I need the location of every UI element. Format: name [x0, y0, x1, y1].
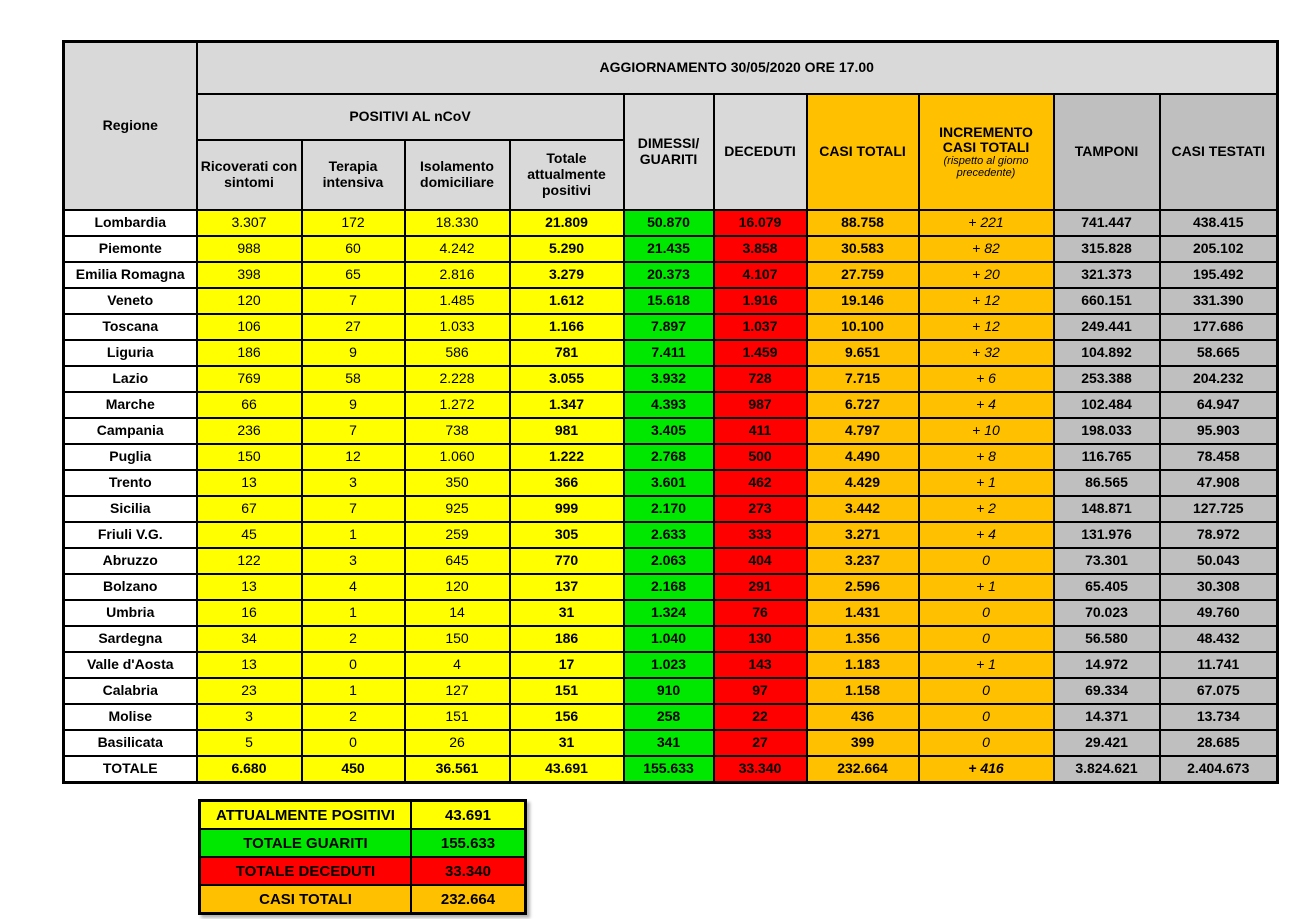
- col-header-casi-testati: CASI TESTATI: [1160, 94, 1278, 210]
- cell-ricoverati: 5: [197, 730, 302, 756]
- cell-incremento: + 416: [919, 756, 1054, 782]
- cell-isolamento: 1.033: [405, 314, 510, 340]
- cell-dimessi-guariti: 1.040: [624, 626, 714, 652]
- cell-ricoverati: 398: [197, 262, 302, 288]
- table-row: [64, 392, 1278, 418]
- col-header-isolamento: Isolamento domiciliare: [405, 140, 510, 210]
- cell-tamponi: 116.765: [1054, 444, 1160, 470]
- cell-incremento: + 10: [919, 418, 1054, 444]
- cell-casi-testati: 28.685: [1160, 730, 1278, 756]
- cell-casi-testati: 30.308: [1160, 574, 1278, 600]
- cell-region: Toscana: [64, 314, 197, 340]
- cell-totale-positivi: 21.809: [510, 210, 624, 236]
- cell-deceduti: 3.858: [714, 236, 807, 262]
- cell-incremento: 0: [919, 678, 1054, 704]
- cell-deceduti: 500: [714, 444, 807, 470]
- cell-casi-testati: 331.390: [1160, 288, 1278, 314]
- cell-casi-testati: 195.492: [1160, 262, 1278, 288]
- table-body: [64, 210, 1278, 782]
- cell-casi-testati: 48.432: [1160, 626, 1278, 652]
- cell-ricoverati: 45: [197, 522, 302, 548]
- cell-terapia: 27: [302, 314, 405, 340]
- cell-tamponi: 321.373: [1054, 262, 1160, 288]
- cell-casi-totali: 10.100: [807, 314, 919, 340]
- col-header-casi-totali: CASI TOTALI: [807, 94, 919, 210]
- col-header-ricoverati: Ricoverati con sintomi: [197, 140, 302, 210]
- table-row: [64, 548, 1278, 574]
- col-header-totale-positivi: Totale attualmente positivi: [510, 140, 624, 210]
- cell-isolamento: 925: [405, 496, 510, 522]
- positivi-group-header: POSITIVI AL nCoV: [197, 94, 624, 140]
- cell-region: Trento: [64, 470, 197, 496]
- cell-terapia: 2: [302, 704, 405, 730]
- summary-label: TOTALE GUARITI: [200, 829, 412, 857]
- cell-dimessi-guariti: 3.405: [624, 418, 714, 444]
- cell-isolamento: 150: [405, 626, 510, 652]
- cell-deceduti: 33.340: [714, 756, 807, 782]
- cell-terapia: 172: [302, 210, 405, 236]
- cell-incremento: + 1: [919, 574, 1054, 600]
- cell-isolamento: 36.561: [405, 756, 510, 782]
- cell-casi-testati: 50.043: [1160, 548, 1278, 574]
- cell-dimessi-guariti: 341: [624, 730, 714, 756]
- cell-region: Sardegna: [64, 626, 197, 652]
- cell-casi-totali: 3.442: [807, 496, 919, 522]
- cell-tamponi: 14.371: [1054, 704, 1160, 730]
- cell-deceduti: 333: [714, 522, 807, 548]
- cell-terapia: 1: [302, 678, 405, 704]
- cell-region: Bolzano: [64, 574, 197, 600]
- cell-region: Veneto: [64, 288, 197, 314]
- col-header-dimessi-guariti: DIMESSI/ GUARITI: [624, 94, 714, 210]
- table-row: [64, 730, 1278, 756]
- cell-casi-testati: 205.102: [1160, 236, 1278, 262]
- cell-totale-positivi: 366: [510, 470, 624, 496]
- summary-body: [200, 801, 526, 914]
- cell-isolamento: 259: [405, 522, 510, 548]
- table-row: [64, 652, 1278, 678]
- cell-ricoverati: 13: [197, 470, 302, 496]
- total-row: [64, 756, 1278, 782]
- cell-ricoverati: 34: [197, 626, 302, 652]
- cell-tamponi: 102.484: [1054, 392, 1160, 418]
- cell-dimessi-guariti: 910: [624, 678, 714, 704]
- cell-terapia: 7: [302, 496, 405, 522]
- cell-isolamento: 1.272: [405, 392, 510, 418]
- cell-totale-positivi: 3.279: [510, 262, 624, 288]
- cell-casi-testati: 95.903: [1160, 418, 1278, 444]
- cell-ricoverati: 13: [197, 574, 302, 600]
- cell-totale-positivi: 305: [510, 522, 624, 548]
- cell-isolamento: 4.242: [405, 236, 510, 262]
- cell-deceduti: 404: [714, 548, 807, 574]
- cell-tamponi: 148.871: [1054, 496, 1160, 522]
- cell-casi-testati: 64.947: [1160, 392, 1278, 418]
- cell-region: Marche: [64, 392, 197, 418]
- cell-dimessi-guariti: 7.897: [624, 314, 714, 340]
- cell-ricoverati: 122: [197, 548, 302, 574]
- cell-deceduti: 130: [714, 626, 807, 652]
- cell-deceduti: 1.459: [714, 340, 807, 366]
- cell-casi-totali: 27.759: [807, 262, 919, 288]
- cell-casi-testati: 177.686: [1160, 314, 1278, 340]
- cell-tamponi: 65.405: [1054, 574, 1160, 600]
- cell-ricoverati: 120: [197, 288, 302, 314]
- cell-dimessi-guariti: 7.411: [624, 340, 714, 366]
- cell-ricoverati: 23: [197, 678, 302, 704]
- table-row: [64, 704, 1278, 730]
- cell-totale-positivi: 981: [510, 418, 624, 444]
- cell-totale-positivi: 137: [510, 574, 624, 600]
- cell-region: Friuli V.G.: [64, 522, 197, 548]
- cell-tamponi: 14.972: [1054, 652, 1160, 678]
- cell-casi-totali: 9.651: [807, 340, 919, 366]
- summary-label: CASI TOTALI: [200, 885, 412, 914]
- cell-ricoverati: 6.680: [197, 756, 302, 782]
- cell-totale-positivi: 151: [510, 678, 624, 704]
- cell-tamponi: 56.580: [1054, 626, 1160, 652]
- cell-terapia: 1: [302, 522, 405, 548]
- cell-casi-testati: 11.741: [1160, 652, 1278, 678]
- cell-ricoverati: 3.307: [197, 210, 302, 236]
- cell-casi-totali: 30.583: [807, 236, 919, 262]
- cell-incremento: + 6: [919, 366, 1054, 392]
- cell-deceduti: 22: [714, 704, 807, 730]
- cell-incremento: 0: [919, 548, 1054, 574]
- cell-region: Sicilia: [64, 496, 197, 522]
- regional-data-table: [62, 40, 1279, 784]
- table-row: [64, 678, 1278, 704]
- table-row: [64, 288, 1278, 314]
- cell-terapia: 2: [302, 626, 405, 652]
- cell-incremento: 0: [919, 626, 1054, 652]
- cell-isolamento: 1.485: [405, 288, 510, 314]
- cell-casi-testati: 13.734: [1160, 704, 1278, 730]
- cell-terapia: 12: [302, 444, 405, 470]
- cell-dimessi-guariti: 2.170: [624, 496, 714, 522]
- table-row: [64, 626, 1278, 652]
- cell-dimessi-guariti: 2.768: [624, 444, 714, 470]
- cell-incremento: + 12: [919, 314, 1054, 340]
- table-title: AGGIORNAMENTO 30/05/2020 ORE 17.00: [197, 42, 1278, 95]
- cell-region: Valle d'Aosta: [64, 652, 197, 678]
- summary-label: ATTUALMENTE POSITIVI: [200, 801, 412, 830]
- cell-dimessi-guariti: 3.601: [624, 470, 714, 496]
- cell-deceduti: 291: [714, 574, 807, 600]
- cell-casi-totali: 4.797: [807, 418, 919, 444]
- cell-terapia: 58: [302, 366, 405, 392]
- cell-dimessi-guariti: 1.324: [624, 600, 714, 626]
- cell-incremento: + 221: [919, 210, 1054, 236]
- cell-deceduti: 987: [714, 392, 807, 418]
- cell-totale-positivi: 31: [510, 600, 624, 626]
- cell-region: Calabria: [64, 678, 197, 704]
- cell-casi-testati: 58.665: [1160, 340, 1278, 366]
- cell-terapia: 65: [302, 262, 405, 288]
- cell-incremento: + 20: [919, 262, 1054, 288]
- cell-region: Abruzzo: [64, 548, 197, 574]
- cell-casi-totali: 232.664: [807, 756, 919, 782]
- cell-deceduti: 76: [714, 600, 807, 626]
- cell-deceduti: 1.037: [714, 314, 807, 340]
- cell-incremento: 0: [919, 600, 1054, 626]
- cell-dimessi-guariti: 2.063: [624, 548, 714, 574]
- cell-ricoverati: 150: [197, 444, 302, 470]
- cell-casi-totali: 399: [807, 730, 919, 756]
- cell-isolamento: 738: [405, 418, 510, 444]
- cell-isolamento: 1.060: [405, 444, 510, 470]
- summary-value: 33.340: [411, 857, 526, 885]
- cell-casi-testati: 47.908: [1160, 470, 1278, 496]
- cell-casi-totali: 1.183: [807, 652, 919, 678]
- cell-totale-positivi: 1.612: [510, 288, 624, 314]
- cell-casi-testati: 67.075: [1160, 678, 1278, 704]
- cell-deceduti: 4.107: [714, 262, 807, 288]
- cell-casi-totali: 1.356: [807, 626, 919, 652]
- cell-tamponi: 73.301: [1054, 548, 1160, 574]
- cell-dimessi-guariti: 3.932: [624, 366, 714, 392]
- cell-casi-totali: 2.596: [807, 574, 919, 600]
- cell-deceduti: 462: [714, 470, 807, 496]
- table-row: [64, 314, 1278, 340]
- cell-ricoverati: 66: [197, 392, 302, 418]
- cell-tamponi: 104.892: [1054, 340, 1160, 366]
- cell-totale-positivi: 43.691: [510, 756, 624, 782]
- cell-casi-totali: 19.146: [807, 288, 919, 314]
- cell-tamponi: 3.824.621: [1054, 756, 1160, 782]
- cell-region: Piemonte: [64, 236, 197, 262]
- cell-totale-positivi: 186: [510, 626, 624, 652]
- cell-casi-testati: 49.760: [1160, 600, 1278, 626]
- cell-isolamento: 127: [405, 678, 510, 704]
- cell-tamponi: 741.447: [1054, 210, 1160, 236]
- cell-terapia: 3: [302, 548, 405, 574]
- cell-casi-totali: 3.237: [807, 548, 919, 574]
- summary-value: 43.691: [411, 801, 526, 830]
- cell-isolamento: 645: [405, 548, 510, 574]
- cell-casi-testati: 78.458: [1160, 444, 1278, 470]
- cell-incremento: + 8: [919, 444, 1054, 470]
- table-row: [64, 236, 1278, 262]
- summary-row: [200, 801, 526, 830]
- cell-dimessi-guariti: 2.633: [624, 522, 714, 548]
- cell-dimessi-guariti: 4.393: [624, 392, 714, 418]
- cell-dimessi-guariti: 1.023: [624, 652, 714, 678]
- cell-deceduti: 16.079: [714, 210, 807, 236]
- cell-isolamento: 586: [405, 340, 510, 366]
- cell-totale-positivi: 5.290: [510, 236, 624, 262]
- cell-region: Lombardia: [64, 210, 197, 236]
- cell-totale-positivi: 1.222: [510, 444, 624, 470]
- cell-tamponi: 86.565: [1054, 470, 1160, 496]
- cell-terapia: 4: [302, 574, 405, 600]
- cell-totale-positivi: 1.166: [510, 314, 624, 340]
- region-column-header: Regione: [64, 42, 197, 211]
- cell-terapia: 9: [302, 392, 405, 418]
- table-row: [64, 574, 1278, 600]
- cell-region: Emilia Romagna: [64, 262, 197, 288]
- col-header-terapia-intensiva: Terapia intensiva: [302, 140, 405, 210]
- cell-dimessi-guariti: 258: [624, 704, 714, 730]
- cell-casi-testati: 2.404.673: [1160, 756, 1278, 782]
- cell-region: Molise: [64, 704, 197, 730]
- cell-terapia: 3: [302, 470, 405, 496]
- cell-terapia: 7: [302, 288, 405, 314]
- cell-region: Campania: [64, 418, 197, 444]
- summary-row: [200, 885, 526, 914]
- cell-ricoverati: 16: [197, 600, 302, 626]
- cell-isolamento: 4: [405, 652, 510, 678]
- cell-casi-testati: 438.415: [1160, 210, 1278, 236]
- cell-totale-positivi: 156: [510, 704, 624, 730]
- cell-incremento: + 1: [919, 470, 1054, 496]
- table-row: [64, 418, 1278, 444]
- cell-terapia: 7: [302, 418, 405, 444]
- cell-casi-totali: 1.431: [807, 600, 919, 626]
- table-row: [64, 366, 1278, 392]
- cell-isolamento: 26: [405, 730, 510, 756]
- cell-ricoverati: 106: [197, 314, 302, 340]
- cell-terapia: 9: [302, 340, 405, 366]
- summary-row: [200, 829, 526, 857]
- cell-deceduti: 273: [714, 496, 807, 522]
- cell-isolamento: 14: [405, 600, 510, 626]
- cell-region: Puglia: [64, 444, 197, 470]
- summary-value: 155.633: [411, 829, 526, 857]
- cell-casi-testati: 204.232: [1160, 366, 1278, 392]
- cell-incremento: + 4: [919, 522, 1054, 548]
- cell-deceduti: 97: [714, 678, 807, 704]
- cell-isolamento: 18.330: [405, 210, 510, 236]
- cell-casi-totali: 1.158: [807, 678, 919, 704]
- cell-ricoverati: 13: [197, 652, 302, 678]
- cell-dimessi-guariti: 21.435: [624, 236, 714, 262]
- cell-isolamento: 350: [405, 470, 510, 496]
- cell-deceduti: 728: [714, 366, 807, 392]
- cell-region: TOTALE: [64, 756, 197, 782]
- cell-terapia: 0: [302, 730, 405, 756]
- cell-casi-totali: 88.758: [807, 210, 919, 236]
- table-row: [64, 600, 1278, 626]
- cell-region: Lazio: [64, 366, 197, 392]
- cell-region: Liguria: [64, 340, 197, 366]
- cell-region: Umbria: [64, 600, 197, 626]
- cell-incremento: + 32: [919, 340, 1054, 366]
- cell-dimessi-guariti: 2.168: [624, 574, 714, 600]
- cell-ricoverati: 67: [197, 496, 302, 522]
- cell-dimessi-guariti: 155.633: [624, 756, 714, 782]
- cell-tamponi: 315.828: [1054, 236, 1160, 262]
- cell-totale-positivi: 17: [510, 652, 624, 678]
- summary-value: 232.664: [411, 885, 526, 914]
- cell-incremento: 0: [919, 730, 1054, 756]
- cell-totale-positivi: 1.347: [510, 392, 624, 418]
- cell-casi-totali: 3.271: [807, 522, 919, 548]
- cell-tamponi: 253.388: [1054, 366, 1160, 392]
- cell-dimessi-guariti: 15.618: [624, 288, 714, 314]
- cell-tamponi: 70.023: [1054, 600, 1160, 626]
- cell-isolamento: 2.816: [405, 262, 510, 288]
- cell-totale-positivi: 781: [510, 340, 624, 366]
- cell-incremento: + 12: [919, 288, 1054, 314]
- col-header-deceduti: DECEDUTI: [714, 94, 807, 210]
- cell-tamponi: 131.976: [1054, 522, 1160, 548]
- cell-tamponi: 69.334: [1054, 678, 1160, 704]
- cell-ricoverati: 236: [197, 418, 302, 444]
- table-row: [64, 496, 1278, 522]
- summary-label: TOTALE DECEDUTI: [200, 857, 412, 885]
- cell-totale-positivi: 31: [510, 730, 624, 756]
- cell-incremento: 0: [919, 704, 1054, 730]
- cell-isolamento: 120: [405, 574, 510, 600]
- incremento-note: (rispetto al giorno precedente): [943, 155, 1029, 179]
- cell-totale-positivi: 3.055: [510, 366, 624, 392]
- table-row: [64, 470, 1278, 496]
- cell-tamponi: 249.441: [1054, 314, 1160, 340]
- cell-casi-testati: 127.725: [1160, 496, 1278, 522]
- cell-ricoverati: 186: [197, 340, 302, 366]
- cell-dimessi-guariti: 20.373: [624, 262, 714, 288]
- col-header-incremento: [919, 94, 1054, 210]
- cell-terapia: 0: [302, 652, 405, 678]
- summary-row: [200, 857, 526, 885]
- table-row: [64, 210, 1278, 236]
- cell-ricoverati: 988: [197, 236, 302, 262]
- cell-tamponi: 198.033: [1054, 418, 1160, 444]
- cell-deceduti: 411: [714, 418, 807, 444]
- cell-casi-totali: 7.715: [807, 366, 919, 392]
- col-header-tamponi: TAMPONI: [1054, 94, 1160, 210]
- cell-totale-positivi: 999: [510, 496, 624, 522]
- cell-terapia: 450: [302, 756, 405, 782]
- cell-deceduti: 27: [714, 730, 807, 756]
- cell-terapia: 60: [302, 236, 405, 262]
- table-row: [64, 262, 1278, 288]
- cell-ricoverati: 3: [197, 704, 302, 730]
- cell-tamponi: 29.421: [1054, 730, 1160, 756]
- cell-casi-testati: 78.972: [1160, 522, 1278, 548]
- cell-incremento: + 2: [919, 496, 1054, 522]
- cell-casi-totali: 4.429: [807, 470, 919, 496]
- cell-casi-totali: 6.727: [807, 392, 919, 418]
- cell-tamponi: 660.151: [1054, 288, 1160, 314]
- cell-casi-totali: 4.490: [807, 444, 919, 470]
- cell-incremento: + 1: [919, 652, 1054, 678]
- table-row: [64, 444, 1278, 470]
- cell-isolamento: 2.228: [405, 366, 510, 392]
- table-row: [64, 522, 1278, 548]
- cell-deceduti: 143: [714, 652, 807, 678]
- cell-ricoverati: 769: [197, 366, 302, 392]
- cell-dimessi-guariti: 50.870: [624, 210, 714, 236]
- cell-incremento: + 82: [919, 236, 1054, 262]
- cell-deceduti: 1.916: [714, 288, 807, 314]
- table-row: [64, 340, 1278, 366]
- cell-casi-totali: 436: [807, 704, 919, 730]
- summary-box: [198, 799, 527, 915]
- cell-incremento: + 4: [919, 392, 1054, 418]
- cell-isolamento: 151: [405, 704, 510, 730]
- incremento-label: INCREMENTO CASI TOTALI: [939, 123, 1033, 156]
- cell-region: Basilicata: [64, 730, 197, 756]
- cell-terapia: 1: [302, 600, 405, 626]
- cell-totale-positivi: 770: [510, 548, 624, 574]
